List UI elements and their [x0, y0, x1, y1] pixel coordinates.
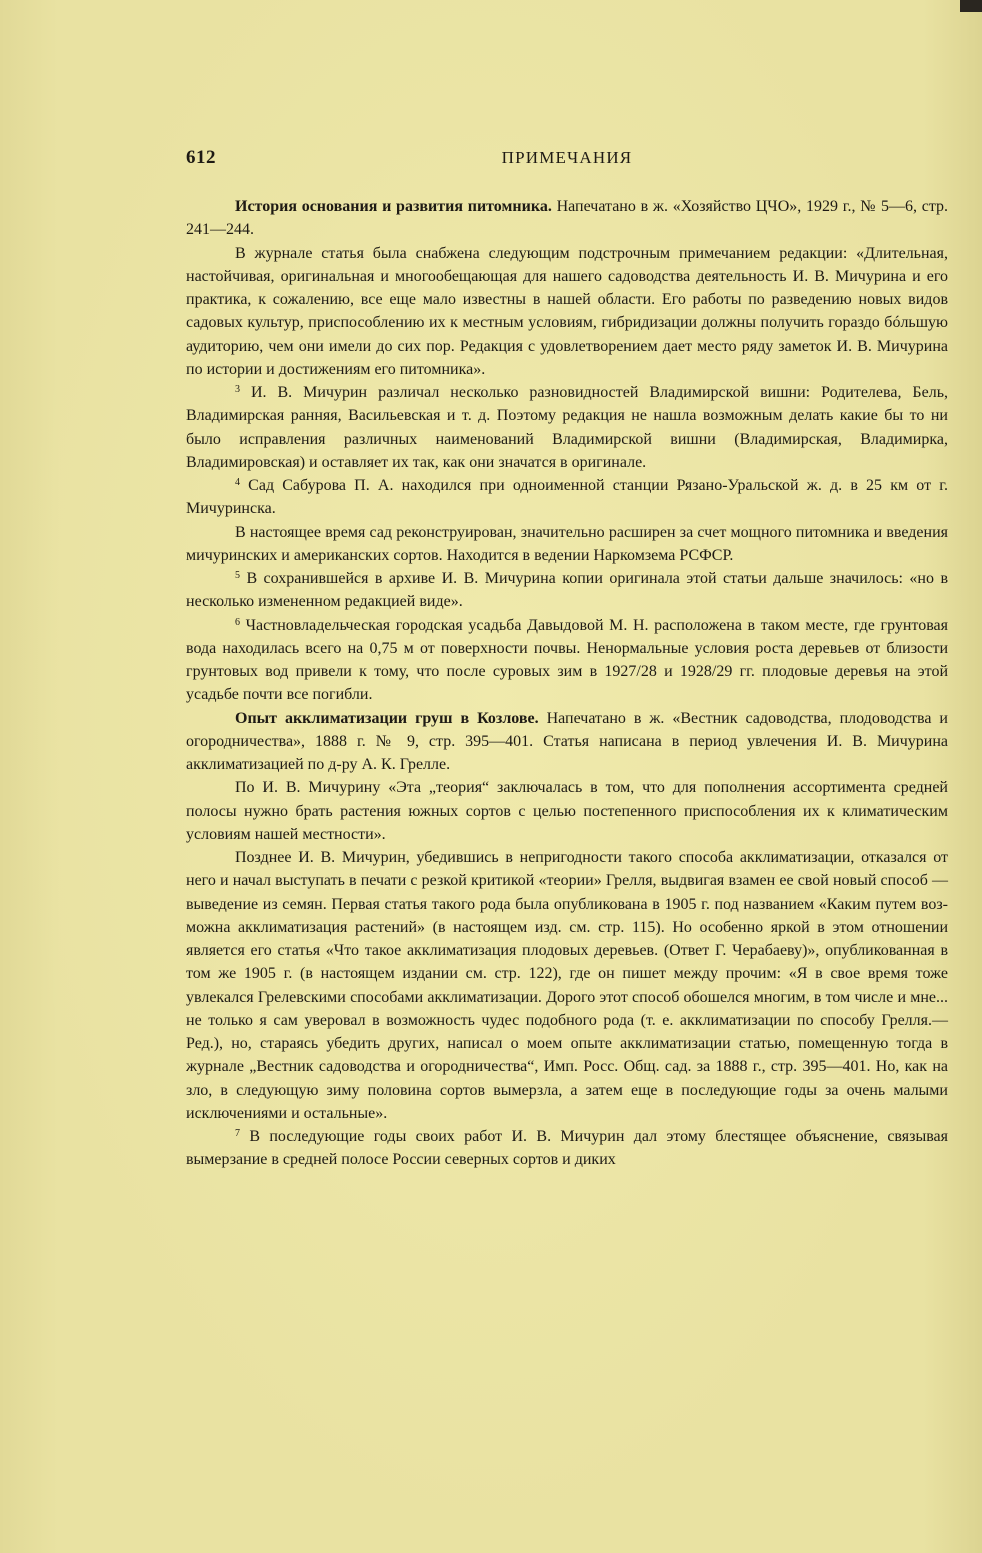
paragraph-text: В журнале статья была снабжена следующим подстрочным примечанием редакции: «Длительная, настойчивая, оригинальная и многообещающая для нашего садоводства деятельность И. В. Мичурина и его практика, к сожалению, все еще мало известны в нашей области. Его работы по разведению новых видов садовых культур, приспособлению их к местным условиям, гибридизации должны получить гораздо бóльшую аудиторию, чем они имели до сих пор. Редакция с удовлетворением дает место ряду заметок И. В. Мичурина по истории и достижениям его питомника». [186, 244, 948, 378]
paragraph-later-critique [186, 846, 948, 1125]
note-heading: Опыт акклиматизации груш в Козлове. [235, 709, 539, 727]
paragraph-text: Частновладельческая городская усадьба Давыдовой М. Н. расположена в таком месте, где грунтовая вода находилась всего на 0,75 м от поверхности почвы. Ненормальные условия роста деревьев от близости грунтовых вод привели к тому, что после суровых зим в 1927/28 и 1928/29 гг. плодовые деревья на этой усадьбе почти все погибли. [186, 616, 948, 704]
scan-corner-mark [960, 0, 982, 12]
note-number: 5 [235, 570, 240, 581]
page-number: 612 [186, 147, 216, 168]
paragraph-note-3 [186, 381, 948, 474]
paragraph-note-5 [186, 567, 948, 614]
note-heading: История основания и развития питомника. [235, 198, 552, 215]
paragraph-text: В последующие годы своих работ И. В. Мичурин дал этому блестящее объяснение, связывая вымерзание в средней полосе России северных сортов и диких [186, 1128, 948, 1169]
running-head [186, 147, 948, 171]
note-number: 6 [235, 616, 240, 628]
paragraph-theory-quote [186, 776, 948, 846]
paragraph-text: Позднее И. В. Мичурин, убедившись в непригодности такого способа акклиматизации, отказался от него и начал выступать в печати с резкой критикой «теории» Грелля, выдвигая взамен ее свой новый способ — выведение из семян. Первая статья такого рода была опубликована в 1905 г. под названием «Каким путем возможна акклиматизация растений» (в настоящем изд. см. стр. 115). Но особенно яркой в этом отношении является его статья «Что такое акклиматизация плодовых деревьев. (Ответ Г. Черабаеву)», опубликованная в том же 1905 г. (в настоящем издании см. стр. 122), где он пишет между прочим: «Я в свое время тоже увлекался Грелевскими способами акклиматизации. Дорого этот способ обошелся многим, в том числе и мне... не только я сам уверовал в возможность чудес подобного рода (т. е. акклиматизации по способу Грелля.— Ред.), но, стараясь убедить других, написал о моем опыте акклиматизации статью, помещенную тогда в журнале „Вестник садоводства и огородничества“, Имп. Росс. Общ. сад. за 1888 г., стр. 395—401. Но, как на зло, в следующую зиму половина сортов вымерзла, а затем еще в последующие годы за очень малыми исключениями и остальные». [186, 849, 948, 1122]
paragraph-text: В настоящее время сад реконструирован, значительно расширен за счет мощного питомника и введения мичуринских и американских сортов. Находится в ведении Наркомзема РСФСР. [186, 523, 948, 564]
note-number: 7 [235, 1128, 240, 1139]
note-number: 4 [235, 477, 240, 488]
notes-text [186, 195, 948, 1172]
note-number: 3 [235, 384, 240, 395]
paragraph-text: И. В. Мичурин различал несколько разновидностей Владимирской вишни: Родителева, Бель, Владимирская ранняя, Васильевская и т. д. Поэтому редакция не нашла возможным делать какие бы то ни было исправления различных наименований Владимирской вишни (Владимирская, Владимирка, Владимировская) и оставляет их так, как они значатся в оригинале. [186, 384, 948, 471]
paragraph-note-4-continued [186, 521, 948, 568]
paragraph-editorial-note [186, 242, 948, 382]
paragraph-text: Напечатано в ж. «Хозяйство ЦЧО», 1929 г., № 5—6, стр. 241—244. [186, 198, 949, 239]
paragraph-text: В сохранившейся в архиве И. В. Мичурина копии оригинала этой статьи дальше значилось: «но в несколько измененном редакцией виде». [186, 570, 948, 611]
paragraph-text: По И. В. Мичурину «Эта „теория“ заключалась в том, что для пополнения ассортимента средней полосы нужно брать растения южных сортов с целью постепенного приспособления их к климатическим условиям нашей местности». [186, 779, 948, 843]
paragraph-note-4 [186, 474, 948, 521]
paragraph-note-7 [186, 1125, 948, 1172]
paragraph-text: Сад Сабурова П. А. находился при одноименной станции Рязано-Уральской ж. д. в 25 км от г. Мичуринска. [186, 477, 948, 518]
section-title: ПРИМЕЧАНИЯ [501, 148, 633, 167]
paragraph-text: Напечатано в ж. «Вестник садоводства, плодоводства и огородничества», 1888 г. № 9, стр. 395—401. Статья написана в период увлечения И. В. Мичурина акклиматизацией по д-ру А. К. Грелле. [186, 709, 948, 773]
paragraph-history-heading [186, 195, 948, 242]
paragraph-acclimatization-heading [186, 707, 948, 777]
paragraph-note-6 [186, 614, 948, 707]
